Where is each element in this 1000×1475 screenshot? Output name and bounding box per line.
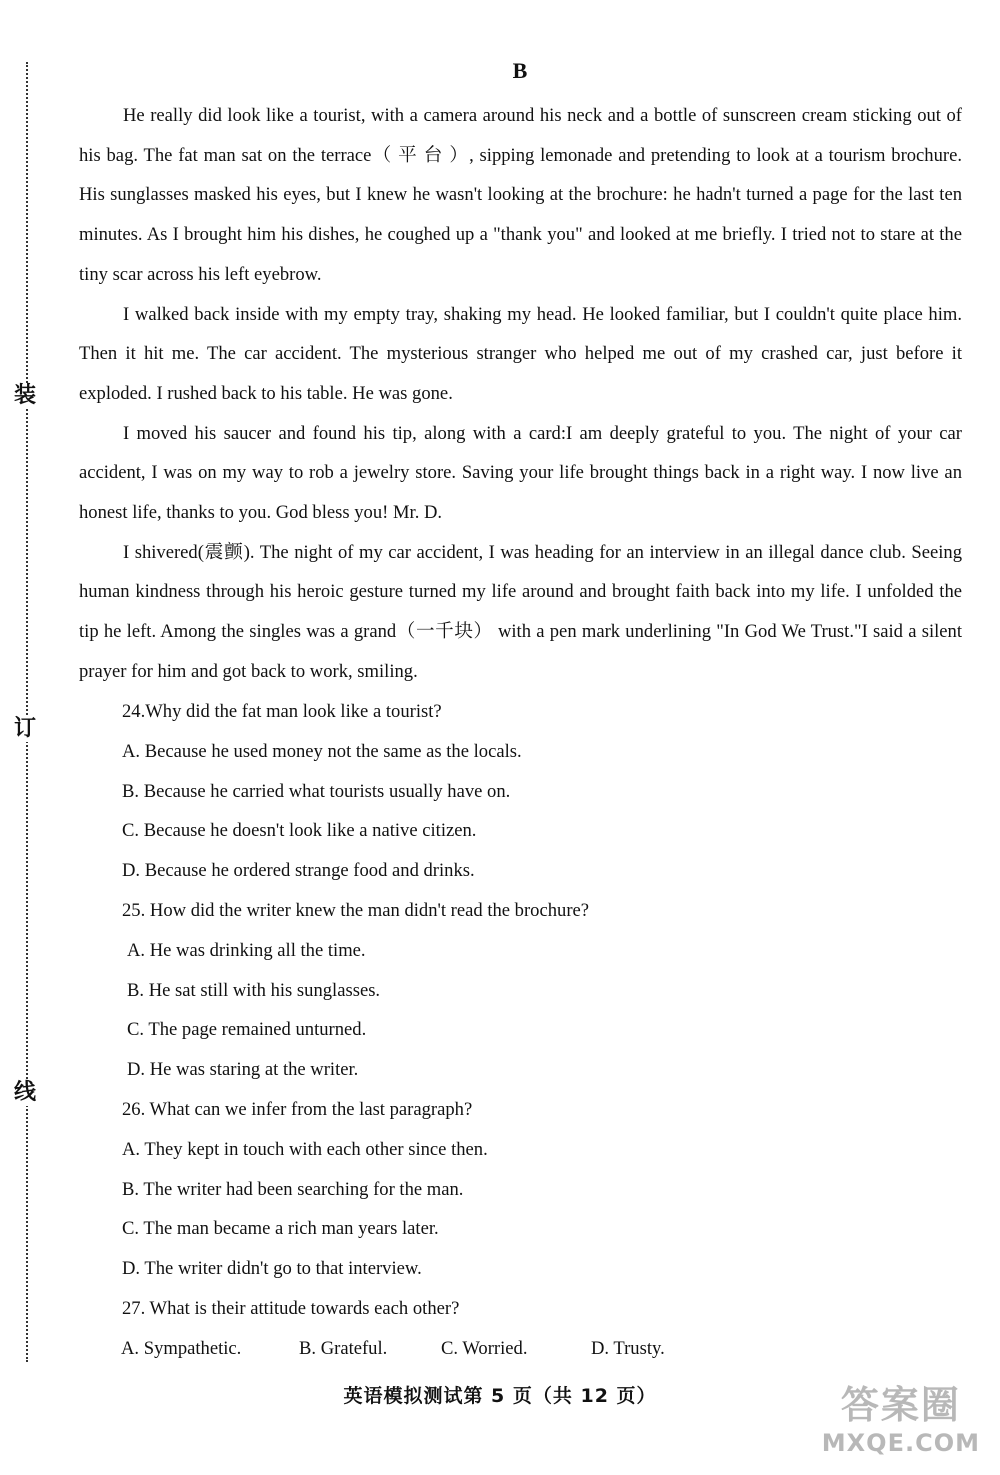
question-27-option-d: D. Trusty.	[591, 1337, 665, 1359]
question-25-option-c: C. The page remained unturned.	[127, 1019, 367, 1041]
watermark-cn: 答案圈	[840, 1383, 961, 1427]
question-26-option-c: C. The man became a rich man years later.	[122, 1218, 439, 1240]
question-25-option-a: A. He was drinking all the time.	[127, 939, 366, 961]
passage-paragraph-1: He really did look like a tourist, with a camera around his neck and a bottle of sunscreen cream sticking out of his bag. The fat man sat on the terrace（ 平 台 ）, sipping lemonade and pretending to look at a tourism brochure. His sunglasses masked his eyes, but I knew he wasn't looking at the brochure: he hadn't turned a page for the last ten minutes. As I brought him his dishes, he coughed up a "thank you" and looked at me briefly. I tried not to stare at the tiny scar across his left eyebrow.	[79, 105, 962, 285]
question-26-option-d: D. The writer didn't go to that interview.	[122, 1258, 422, 1280]
question-26-stem: 26. What can we infer from the last paragraph?	[122, 1098, 473, 1120]
question-26-option-b: B. The writer had been searching for the man.	[122, 1178, 464, 1200]
question-25-option-d: D. He was staring at the writer.	[127, 1059, 359, 1081]
question-27-option-c: C. Worried.	[441, 1337, 528, 1359]
watermark-logo	[822, 1374, 980, 1457]
binding-char-ding: 订	[10, 716, 40, 742]
question-24-option-d: D. Because he ordered strange food and drinks.	[122, 860, 475, 882]
question-24-stem: 24.Why did the fat man look like a tourist?	[122, 701, 442, 722]
watermark-en: MXQE.COM	[821, 1429, 980, 1457]
section-heading: B	[512, 58, 528, 83]
question-27-option-b: B. Grateful.	[299, 1337, 388, 1359]
question-27-options	[79, 1329, 962, 1369]
binding-dotted-line	[26, 62, 28, 1362]
question-24-option-b: B. Because he carried what tourists usually have on.	[122, 780, 511, 802]
question-24-option-a: A. Because he used money not the same as the locals.	[122, 740, 522, 762]
page-footer: 英语模拟测试第 5 页（共 12 页）	[343, 1385, 657, 1407]
question-27-option-a: A. Sympathetic.	[121, 1337, 242, 1359]
question-27-stem: 27. What is their attitude towards each other?	[122, 1297, 460, 1319]
reading-passage	[79, 96, 962, 692]
question-24-option-c: C. Because he doesn't look like a native citizen.	[122, 820, 477, 842]
binding-char-zhuang: 装	[10, 383, 40, 409]
question-25-stem: 25. How did the writer knew the man didn't read the brochure?	[122, 899, 590, 921]
question-26-option-a: A. They kept in touch with each other since then.	[122, 1138, 488, 1160]
question-25-option-b: B. He sat still with his sunglasses.	[127, 979, 381, 1001]
question-list	[79, 692, 962, 1369]
passage-paragraph-4: I shivered(震颤). The night of my car accident, I was heading for an interview in an illegal dance club. Seeing human kindness through his heroic gesture turned my life around and brought faith back into my life. I unfolded the tip he left. Among the singles was a grand（一千块） with a pen mark underlining "In God We Trust."I said a silent prayer for him and got back to work, smiling.	[79, 541, 962, 682]
passage-paragraph-2: I walked back inside with my empty tray, shaking my head. He looked familiar, but I couldn't quite place him. Then it hit me. The car accident. The mysterious stranger who helped me out of my crashed car, just before it exploded. I rushed back to his table. He was gone.	[79, 303, 962, 404]
passage-paragraph-3: I moved his saucer and found his tip, along with a card:I am deeply grateful to you. The night of your car accident, I was on my way to rob a jewelry store. Saving your life brought things back in a right way. I now live an honest life, thanks to you. God bless you! Mr. D.	[79, 422, 962, 524]
binding-char-xian: 线	[10, 1080, 40, 1106]
